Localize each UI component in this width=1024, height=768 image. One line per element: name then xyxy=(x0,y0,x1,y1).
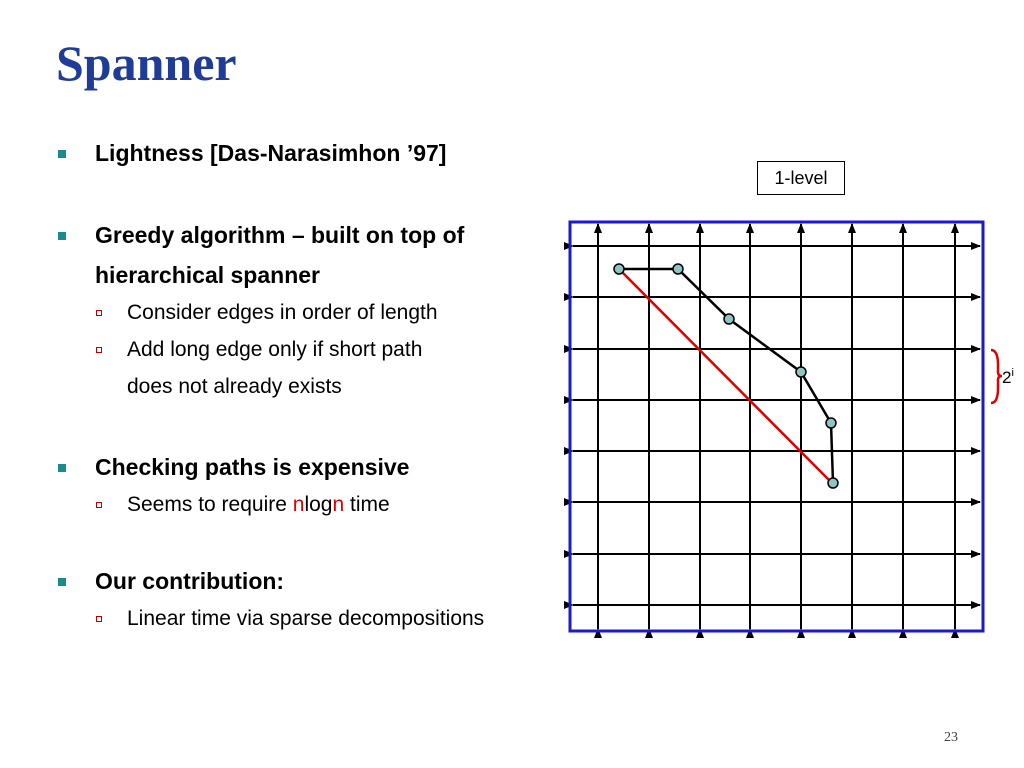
bullet-text: Checking paths is expensive xyxy=(95,454,410,480)
path-node xyxy=(673,264,683,274)
bullet-text: hierarchical spanner xyxy=(95,262,320,288)
spacing-label: 2$^i$ xyxy=(1002,367,1014,387)
path-node xyxy=(796,367,806,377)
sub-bullet-text: does not already exists xyxy=(127,375,342,398)
slide-title: Spanner xyxy=(56,35,237,91)
sub-bullet-text: Linear time via sparse decompositions xyxy=(127,607,485,630)
path-node xyxy=(826,418,836,428)
page-number: 23 xyxy=(944,730,958,745)
n-variable: n xyxy=(332,493,345,516)
bullet-text: Lightness [Das-Narasimhon ’97] xyxy=(95,140,447,166)
path-node xyxy=(614,264,624,274)
sub-bullet-text: Consider edges in order of length xyxy=(127,301,438,324)
path-node xyxy=(724,314,734,324)
level-label: 1-level xyxy=(757,161,845,195)
sub-bullet-text: time xyxy=(344,493,390,516)
sub-bullet-text: Seems to require xyxy=(127,493,293,516)
bullet-text: Our contribution: xyxy=(95,568,285,594)
sub-bullet-text: Add long edge only if short path xyxy=(127,338,423,361)
bullet-text: Greedy algorithm – built on top of xyxy=(95,222,465,248)
spacing-brace xyxy=(991,350,1002,403)
path-node xyxy=(828,478,838,488)
n-variable: n xyxy=(292,493,305,516)
log-text: log xyxy=(304,493,333,516)
